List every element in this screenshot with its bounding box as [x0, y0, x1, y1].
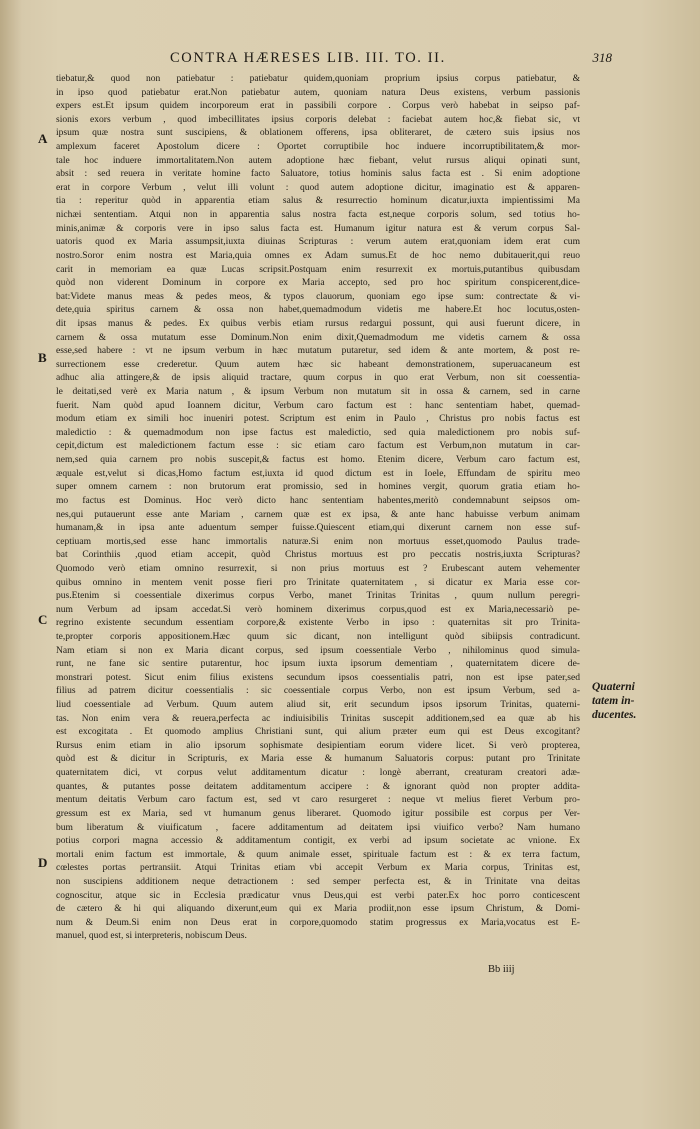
text-line: amplexum faceret Apostolum dicere : Oportet corruptibile hoc induere incorruptibilitatem,& mor- — [56, 141, 580, 153]
text-line: uatoris quod ex Maria assumpsit,iuxta diuinas Scripturas : verum autem erat,quoniam idem erat cum — [56, 236, 580, 248]
margin-letter-b: B — [38, 350, 47, 365]
margin-letter-d: D — [38, 855, 48, 870]
text-line: æquale est,velut si dicas,Homo factum est,iuxta id quod dictum est in Ioele, Effundam de spiritu meo — [56, 467, 580, 479]
text-line: super omnem carnem : non brutorum erat promissio, sed in homines vergit, quorum gratia etiam ho- — [56, 481, 580, 493]
text-line: cœlestes portas pertransiit. Atqui Trinitas etiam vbi accepit Verbum ex Maria corpus, Trinitas est, — [56, 862, 580, 874]
text-line: de cætero & hi qui aliquando dixerunt,eum qui ex Maria prodiit,non esse ipsum Christum, & Domi- — [56, 903, 580, 915]
text-line: carnem & ossa mutatum esse Dominum.Non enim dixit,Quemadmodum me videtis carnem & ossa — [56, 331, 580, 343]
text-line: maledictio : & quemadmodum non ipse factus est maledictio, sed quia maledictionem pro nobis suf- — [56, 426, 580, 438]
marginal-note-line: tatem in- — [592, 695, 635, 707]
text-line: mo factus est Dominus. Hoc verò dicto hanc sententiam habentes,meritò condemnabunt seipsos om- — [56, 494, 580, 506]
text-line: te,propter corporis appositionem.Hæc quum sic dicant, non intelligunt quòd sibiipsis contradicunt. — [56, 630, 580, 642]
text-line: quantes, & putantes posse deitatem additamentum accipere : & ignorant quòd non propter addita- — [56, 780, 580, 792]
text-line: bum liberatum & viuificatum , facere additamentum ad deitatem ipsi viuifico verbo? Nam humano — [56, 821, 580, 833]
text-line: quòd non viderent Dominum in corpore ex Maria accepto, sed pro hoc spiritum conspicerent,dice- — [56, 277, 580, 289]
text-line: Rursus enim etiam in alio ipsorum sophismate desipientiam eorum videre licet. Si verò propterea, — [56, 739, 580, 751]
text-line: nem,sed quia carnem pro nobis suscepit,& factus est homo. Etenim dicere, Verbum caro factum est, — [56, 454, 580, 466]
text-line: fuerit. Nam quòd apud Ioannem dicitur, Verbum caro factum est : hanc sententiam habet, quemad- — [56, 399, 580, 411]
text-line: monstrari potest. Sicut enim filius existens secundum ipsos coessentialis patri, non est ipse pater,sed — [56, 671, 580, 683]
text-line: mortali enim factum est immortale, & quum animale esset, spirituale factum est : & ex terra factum, — [56, 848, 580, 860]
text-line: Nam etiam si non ex Maria dicant corpus, sed ipsum coessentiale Verbo , nihilominus quod simula- — [56, 644, 580, 656]
text-line: ceptiuam mortis,sed esse hanc immortalis naturæ.Si enim non mortuus esset,quomodo Paulus trade- — [56, 535, 580, 547]
marginal-note-line: ducentes. — [592, 709, 637, 721]
text-line: nichæi sententiam. Atqui non in apparentia salus nostra facta est,neque corporis solum, sed totius ho- — [56, 209, 580, 221]
text-line: tale hoc induere immortalitatem.Non autem adoptione hæc fiebant, velut rursus aliqui opinati sunt, — [56, 154, 580, 166]
text-line: bat:Videte manus meas & pedes meos, & typos clauorum, quoniam ego ipse sum: contrectate & vi- — [56, 290, 580, 302]
text-line: potius corpori magna accessio & additamentum contigit, ex verbi ad ipsum societate ac vnione. Ex — [56, 835, 580, 847]
text-line: nostro.Soror enim nostra est Maria,quia omnes ex Adam sumus.Et de hoc nemo dubitauerit,qui reuo — [56, 249, 580, 261]
signature-mark: Bb iiij — [488, 964, 515, 975]
text-line: regrino existente secundum essentiam corpore,& existente Verbo in ipso : quaternitas sit pro Trinita- — [56, 617, 580, 629]
text-line: manuel, quod est, si interpreteris, nobiscum Deus. — [56, 930, 247, 942]
text-line: sionis exors verbum , quod imbecillitates ipsius corporis delebat : faciebat autem hoc,& fiebat sic, vt — [56, 113, 580, 125]
text-line: absit : sed reuera in veritate homine facto Saluatore, totius hominis salus facta est . Si enim adoptione — [56, 168, 580, 180]
text-line: modum etiam ex simili hoc inueniri potest. Scriptum est enim in Paulo , Christus pro nobis factus est — [56, 413, 580, 425]
text-line: cepit,dictum est maledictionem factum esse : sic etiam caro factum est Verbum,non mutatum in car- — [56, 440, 580, 452]
text-line: Quomodo verò etiam omnino resurrexit, si non prius mortuus est ? Erubescant autem vehementer — [56, 562, 580, 574]
text-line: quòd est & dicitur in Scripturis, ex Maria esse & humanum Saluatoris corpus: putant pro Trinitate — [56, 753, 580, 765]
text-line: cognoscitur, atque sic in Ecclesia prædicatur vnus Deus,qui est verbi pater.Ex hoc porro conticescent — [56, 889, 580, 901]
text-line: non suscipiens additionem neque detractionem : sed semper perfecta est, & in Trinitate vna deitas — [56, 875, 580, 887]
text-line: est excogitata . Et quomodo amplius Christiani sunt, qui alium præter eum qui est Deus excogitant? — [56, 726, 580, 738]
text-line: adhuc alia attingere,& de ipsis aliquid tractare, quum corpus in quo erat Verbum, non sit coessentia- — [56, 372, 580, 384]
text-line: expers est.Et ipsum quidem incorporeum erat in passibili corpore . Corpus verò habebat in seipso paf- — [56, 100, 580, 112]
marginal-note-line: Quaterni — [592, 681, 635, 693]
text-line: gressum est ex Maria, sed vt humanum genus liberaret. Quomodo igitur possibile est corpus per Ver- — [56, 807, 580, 819]
text-line: humanam,& in ipsa ante aduentum semper fuisse.Quiescent etiam,qui dixerunt carnem non esse suf- — [56, 522, 580, 534]
margin-letter-a: A — [38, 131, 48, 146]
body-text — [56, 72, 580, 943]
text-line: filius ad patrem dicitur coessentialis : sic coessentiale corpus Verbo, non est ipsum Verbum, sed a- — [56, 685, 580, 697]
text-line: mentum deitatis Verbum caro factum est, sed vt caro resurgeret : neque vt melius fieret Verbum pro- — [56, 794, 580, 806]
text-line: tas. Non enim vera & reuera,perfecta ac indiuisibilis Trinitas suscepit additionem,sed ea quæ ab his — [56, 712, 580, 724]
text-line: erat in corpore Verbum , velut illi volunt : quod autem adoptione dicitur, imaginatio est & apparen- — [56, 181, 580, 193]
margin-letter-c: C — [38, 612, 48, 627]
text-line: quaternitatem dici, vt corpus velut additamentum dicatur : longè aberrant, creaturam creatori adæ- — [56, 767, 580, 779]
text-line: tiebatur,& quod non patiebatur : patiebatur quidem,quoniam proprium ipsius corpus patiebatur, & — [56, 73, 580, 84]
text-line: dete,quia spiritus carnem & ossa non habet,quemadmodum videtis me habere.Et hoc locutus,osten- — [56, 304, 580, 316]
text-line: nes,qui putauerunt esse ante Mariam , carnem quæ est ex ipsa, & ante hanc habuisse verbum animam — [56, 508, 580, 520]
text-line: minis,animæ & corporis vere in ipso salus facta est. Humanum igitur natura est & verum corpus Sal- — [56, 222, 580, 234]
page-number: 318 — [592, 50, 612, 65]
text-line: tia : reperitur quòd in apparentia etiam salus & resurrectio hominum dicatur,iuxta impientissimi Ma — [56, 195, 580, 207]
text-line: quibus omnino in mentem venit posse fieri pro Trinitate quaternitatem , si dicatur ex Maria esse cor- — [56, 576, 580, 588]
running-header — [150, 50, 612, 70]
text-line: esse,sed habere : vt ne ipsum verbum in hæc mutatum putaretur, sed idem & ante mortem, & post re- — [56, 345, 580, 357]
text-line: num & Deum.Si enim non Deus erat in corpore,quomodo statim progressus ex Maria,vocatus est E- — [56, 916, 580, 928]
text-line: num Verbum ad ipsam accedat.Si verò hominem dixerimus corpus,quod est ex Maria,necessariò pe- — [56, 603, 580, 615]
running-title: CONTRA HÆRESES LIB. III. TO. II. — [170, 50, 446, 66]
text-line: ipsum quæ nostra sunt suscipiens, & oblationem offerens, ipsa obliteraret, de cætero suis ipsius nos — [56, 127, 580, 139]
text-line: bat Corinthiis ,quod etiam accepit, quòd Christus mortuus est pro peccatis nostris,iuxta Scripturas? — [56, 549, 580, 561]
text-line: le deitati,sed verè ex Maria natum , & ipsum Verbum non mutatum sit in ossa & carnem, sed in carne — [56, 386, 580, 398]
marginal-note — [592, 680, 664, 722]
text-line: runt, ne fane sic sentire putarentur, hoc ipsum iuxta ipsorum dementiam , quaternitatem dicere de- — [56, 658, 580, 670]
text-line: liud coessentiale ad Verbum. Quum autem aliud sit, erit secundum ipsos ipsorum Trinitas, quaterni- — [56, 699, 580, 711]
text-line: surrectionem esse crederetur. Quum autem hæc sic habeant demonstrationem, superuacaneum est — [56, 358, 580, 370]
text-line: dit ipsas manus & pedes. Ex quibus verbis etiam rursus redargui possunt, qui ausi fuerunt dicere, in — [56, 317, 580, 329]
text-line: pus.Etenim si coessentiale dixerimus corpus Verbo, manet Trinitas Trinitas , quum nullum peregri- — [56, 590, 580, 602]
text-line: carit in memoriam ea quæ Lucas scripsit.Postquam enim resurrexit ex mortuis,putantibus quibusdam — [56, 263, 580, 275]
text-line: in ipso quod patiebatur erat.Non patiebatur autem, quoniam natura Deus existens, verbum passionis — [56, 86, 580, 98]
